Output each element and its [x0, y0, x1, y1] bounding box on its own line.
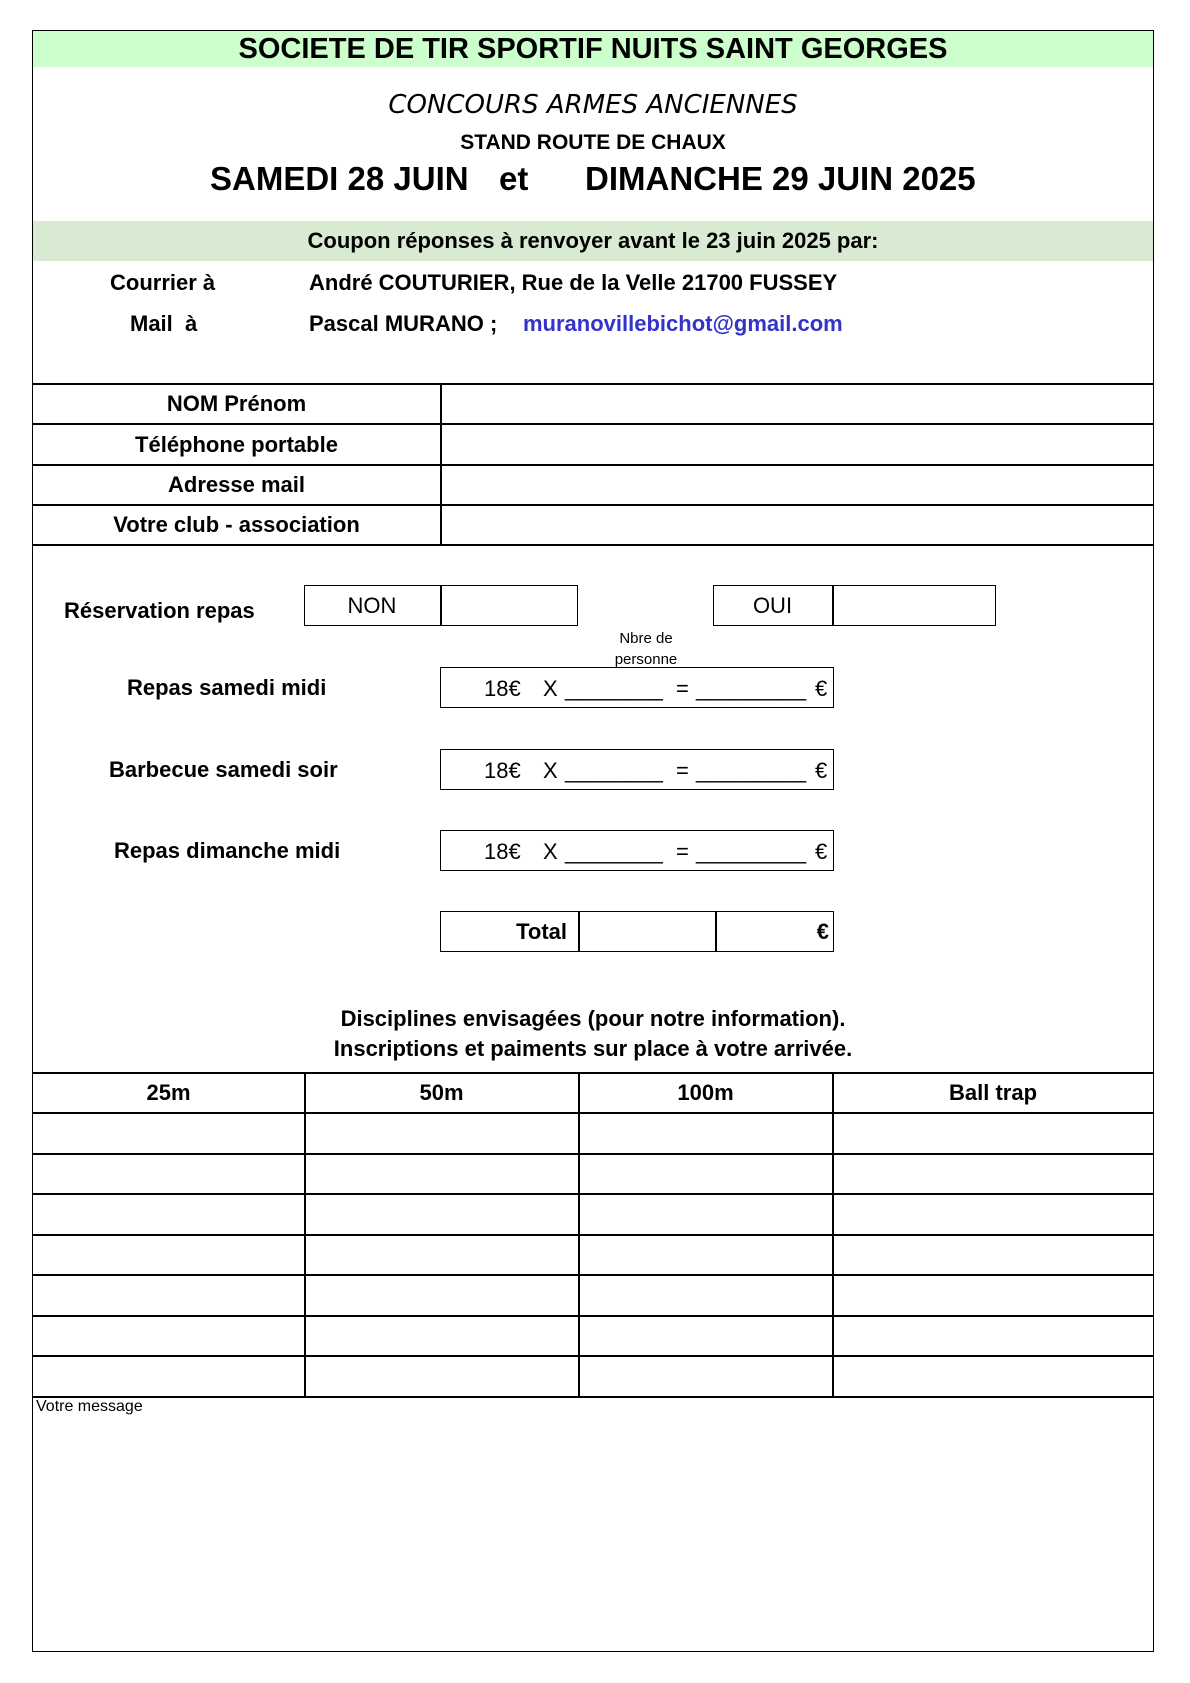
message-area[interactable] [34, 1420, 1152, 1650]
message-label: Votre message [36, 1398, 143, 1415]
label-club: Votre club - association [113, 512, 360, 537]
meal-persons-blank[interactable]: ________ [565, 676, 663, 701]
reservation-no-label: NON [347, 593, 397, 618]
meal-equals: = [676, 758, 689, 783]
disc-header-100m: 100m [677, 1080, 734, 1105]
contest-title: CONCOURS ARMES ANCIENNES [388, 90, 798, 120]
disc-line-h1 [33, 1112, 1153, 1114]
email-label: Mail à [130, 311, 198, 336]
disc-line-h2 [33, 1153, 1153, 1155]
reservation-yes-checkbox[interactable] [834, 587, 994, 624]
date-saturday: SAMEDI 28 JUIN [210, 160, 469, 197]
label-nom-prenom: NOM Prénom [166, 391, 307, 416]
meal-equals: = [676, 676, 689, 701]
meal-amount-blank[interactable]: _________ [696, 758, 807, 783]
date-sunday: DIMANCHE 29 JUIN 2025 [585, 160, 976, 197]
mail-label: Courrier à [110, 270, 216, 295]
disc-line-v1 [304, 1072, 306, 1397]
meal-amount-blank[interactable]: _________ [696, 839, 807, 864]
disc-line-v3 [832, 1072, 834, 1397]
meal-times: X [543, 839, 558, 864]
meal-currency: € [815, 676, 828, 701]
disc-line-h3 [33, 1193, 1153, 1195]
total-label: Total [516, 919, 567, 944]
disc-line-h6 [33, 1315, 1153, 1317]
location: STAND ROUTE DE CHAUX [460, 131, 726, 154]
meal-persons-blank[interactable]: ________ [565, 758, 663, 783]
email-link[interactable]: muranovillebichot@gmail.com [523, 311, 843, 336]
reservation-label: Réservation repas [64, 598, 255, 623]
society-title: SOCIETE DE TIR SPORTIF NUITS SAINT GEORGES [238, 33, 948, 65]
disc-header-50m: 50m [419, 1080, 464, 1105]
label-email: Adresse mail [168, 472, 305, 497]
meal-price: 18€ [484, 839, 521, 864]
reservation-yes-label: OUI [752, 593, 793, 618]
disc-header-ball-trap: Ball trap [948, 1080, 1038, 1105]
identity-line-bottom [33, 544, 1153, 546]
meal-persons-blank[interactable]: ________ [565, 839, 663, 864]
label-telephone: Téléphone portable [135, 432, 338, 457]
field-nom-prenom[interactable] [442, 385, 1152, 422]
meal-price: 18€ [484, 676, 521, 701]
meal-currency: € [815, 758, 828, 783]
disc-line-h8 [33, 1396, 1153, 1398]
meal-currency: € [815, 839, 828, 864]
field-email[interactable] [442, 466, 1152, 503]
meal-label-sunday-lunch: Repas dimanche midi [114, 838, 341, 863]
date-and: et [499, 160, 529, 197]
reservation-no-checkbox[interactable] [442, 587, 576, 624]
total-field-persons[interactable] [580, 913, 714, 950]
meal-amount-blank[interactable]: _________ [696, 676, 807, 701]
disciplines-note-2: Inscriptions et paiments sur place à votre arrivée. [333, 1036, 853, 1061]
meal-equals: = [676, 839, 689, 864]
meal-times: X [543, 676, 558, 701]
coupon-title: Coupon réponses à renvoyer avant le 23 juin 2025 par: [307, 228, 879, 253]
disc-line-h4 [33, 1234, 1153, 1236]
email-contact-name: Pascal MURANO ; [309, 311, 498, 336]
meal-label-saturday-lunch: Repas samedi midi [127, 675, 327, 700]
mail-address: André COUTURIER, Rue de la Velle 21700 FUSSEY [309, 270, 838, 295]
disc-line-h7 [33, 1355, 1153, 1357]
disc-line-v2 [578, 1072, 580, 1397]
disc-header-25m: 25m [146, 1080, 191, 1105]
meal-times: X [543, 758, 558, 783]
total-currency[interactable]: € [816, 919, 829, 944]
field-telephone[interactable] [442, 426, 1152, 463]
disciplines-note-1: Disciplines envisagées (pour notre information). [340, 1006, 846, 1031]
persons-note: Nbre de personne [614, 630, 678, 668]
disc-line-h5 [33, 1274, 1153, 1276]
meal-price: 18€ [484, 758, 521, 783]
meal-label-saturday-bbq: Barbecue samedi soir [109, 757, 338, 782]
field-club[interactable] [442, 506, 1152, 543]
